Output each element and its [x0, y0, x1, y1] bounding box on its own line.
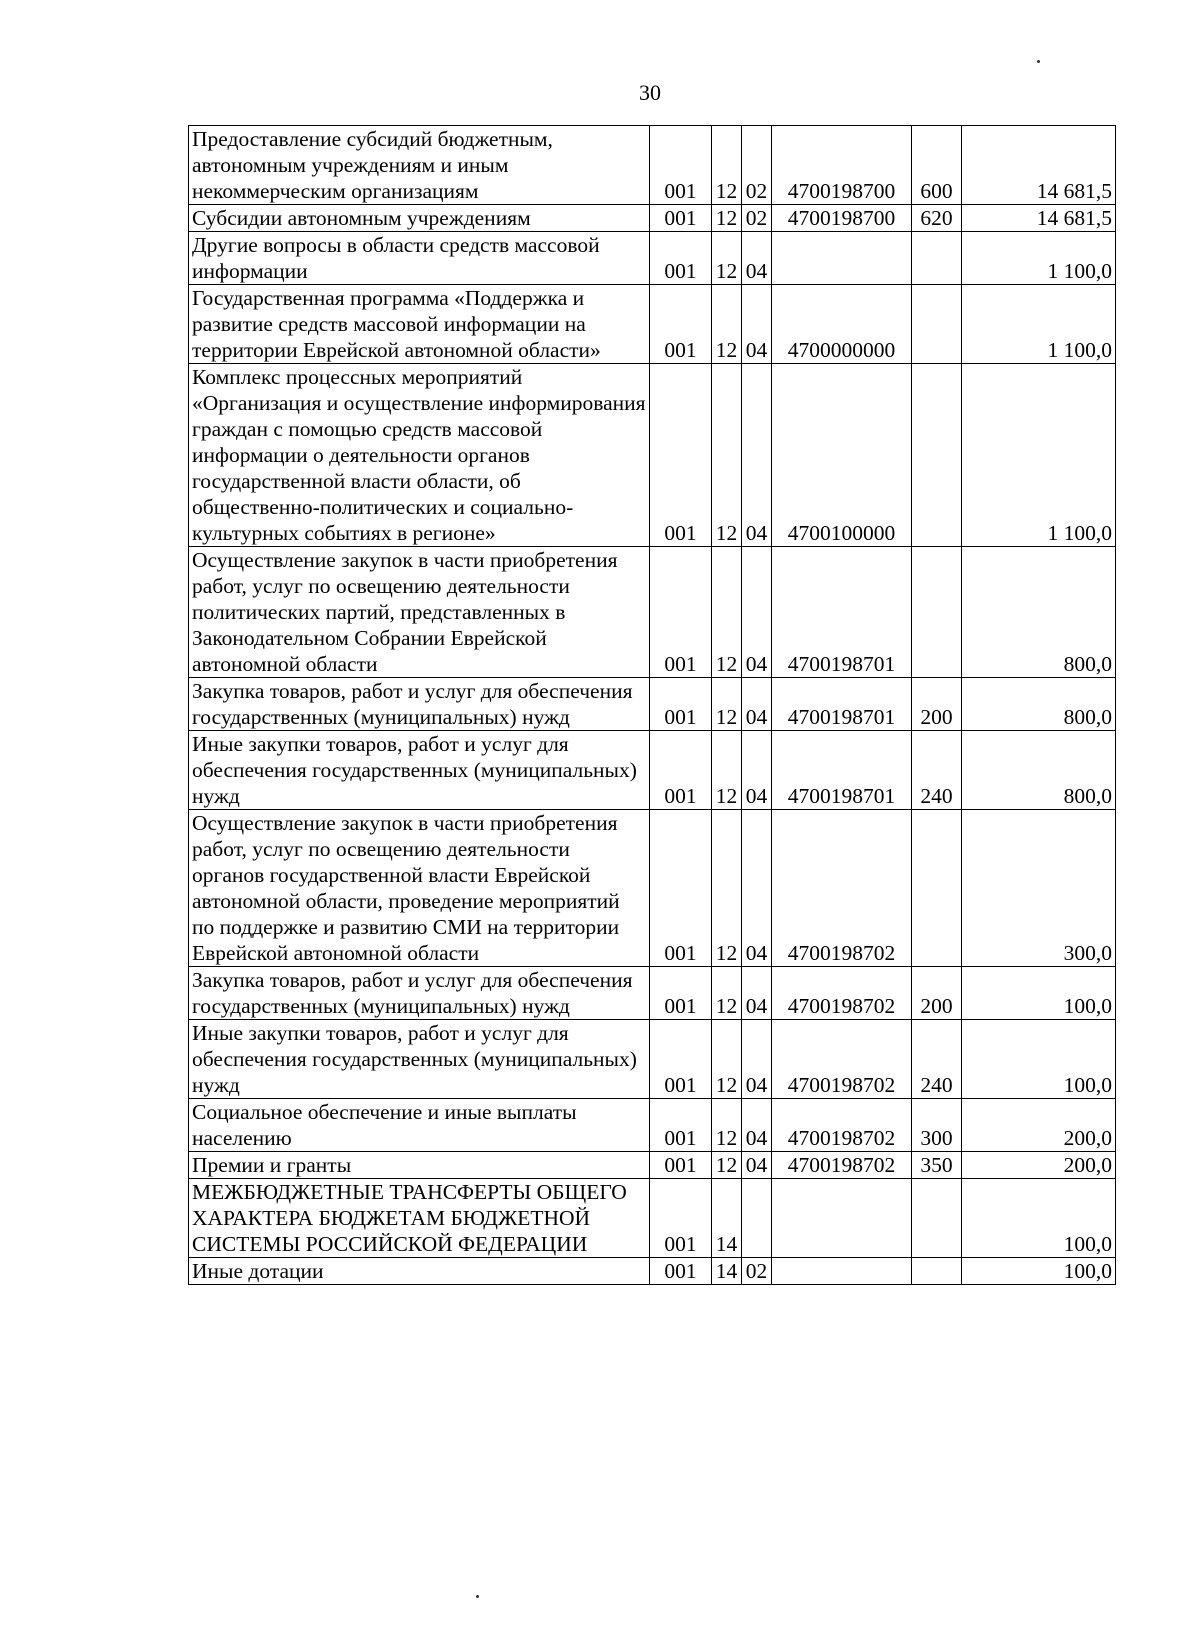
subsection-code: 04 — [742, 232, 772, 285]
scan-speck — [476, 1595, 479, 1598]
subsection-code: 04 — [742, 1020, 772, 1099]
table-row — [189, 1152, 1116, 1179]
section-code: 12 — [712, 1020, 742, 1099]
table-row — [189, 1258, 1116, 1285]
section-code: 12 — [712, 126, 742, 205]
subsection-code: 04 — [742, 967, 772, 1020]
row-name: Премии и гранты — [189, 1152, 650, 1179]
amount: 14 681,5 — [962, 126, 1116, 205]
expense-type-code — [912, 1258, 962, 1285]
table-row — [189, 364, 1116, 547]
target-article-code — [772, 1179, 912, 1258]
amount: 200,0 — [962, 1152, 1116, 1179]
expense-type-code — [912, 547, 962, 678]
row-name: Закупка товаров, работ и услуг для обеспечения государственных (муниципальных) нужд — [189, 678, 650, 731]
ministry-code: 001 — [650, 285, 712, 364]
amount: 800,0 — [962, 678, 1116, 731]
amount: 14 681,5 — [962, 205, 1116, 232]
row-name: Предоставление субсидий бюджетным, автономным учреждениям и иным некоммерческим организациям — [189, 126, 650, 205]
subsection-code: 04 — [742, 285, 772, 364]
section-code: 12 — [712, 678, 742, 731]
section-code: 12 — [712, 810, 742, 967]
expense-type-code: 200 — [912, 967, 962, 1020]
target-article-code: 4700000000 — [772, 285, 912, 364]
amount: 1 100,0 — [962, 364, 1116, 547]
section-code: 12 — [712, 364, 742, 547]
table-row — [189, 678, 1116, 731]
row-name: Осуществление закупок в части приобретения работ, услуг по освещению деятельности органов государственной власти Еврейской автономной области, проведение мероприятий по поддержке и развитию СМИ на территории Еврейской автономной области — [189, 810, 650, 967]
row-name: Закупка товаров, работ и услуг для обеспечения государственных (муниципальных) нужд — [189, 967, 650, 1020]
subsection-code: 04 — [742, 678, 772, 731]
row-name: Субсидии автономным учреждениям — [189, 205, 650, 232]
amount: 100,0 — [962, 1020, 1116, 1099]
target-article-code: 4700100000 — [772, 364, 912, 547]
subsection-code: 04 — [742, 810, 772, 967]
subsection-code — [742, 1179, 772, 1258]
subsection-code: 04 — [742, 731, 772, 810]
target-article-code — [772, 1258, 912, 1285]
ministry-code: 001 — [650, 678, 712, 731]
section-code: 12 — [712, 285, 742, 364]
subsection-code: 04 — [742, 547, 772, 678]
section-code: 12 — [712, 232, 742, 285]
target-article-code: 4700198700 — [772, 126, 912, 205]
target-article-code: 4700198701 — [772, 678, 912, 731]
table-row — [189, 1020, 1116, 1099]
row-name: Другие вопросы в области средств массовой информации — [189, 232, 650, 285]
section-code: 14 — [712, 1258, 742, 1285]
target-article-code — [772, 232, 912, 285]
subsection-code: 04 — [742, 1099, 772, 1152]
ministry-code: 001 — [650, 1099, 712, 1152]
amount: 800,0 — [962, 731, 1116, 810]
row-name: Иные закупки товаров, работ и услуг для обеспечения государственных (муниципальных) нужд — [189, 731, 650, 810]
target-article-code: 4700198702 — [772, 810, 912, 967]
page-number: 30 — [639, 80, 661, 105]
table-row — [189, 731, 1116, 810]
subsection-code: 02 — [742, 1258, 772, 1285]
amount: 800,0 — [962, 547, 1116, 678]
amount: 100,0 — [962, 1258, 1116, 1285]
ministry-code: 001 — [650, 1258, 712, 1285]
target-article-code: 4700198702 — [772, 1099, 912, 1152]
table-row — [189, 126, 1116, 205]
row-name: Социальное обеспечение и иные выплаты населению — [189, 1099, 650, 1152]
target-article-code: 4700198702 — [772, 1152, 912, 1179]
expense-type-code — [912, 232, 962, 285]
table-row — [189, 547, 1116, 678]
subsection-code: 04 — [742, 364, 772, 547]
budget-table — [188, 125, 1116, 1285]
section-code: 12 — [712, 1099, 742, 1152]
ministry-code: 001 — [650, 126, 712, 205]
ministry-code: 001 — [650, 1020, 712, 1099]
expense-type-code — [912, 364, 962, 547]
expense-type-code — [912, 810, 962, 967]
target-article-code: 4700198700 — [772, 205, 912, 232]
amount: 100,0 — [962, 967, 1116, 1020]
row-name: Комплекс процессных мероприятий «Организация и осуществление информирования граждан с помощью средств массовой информации о деятельности органов государственной власти области, об общественно-политических и социально-культурных событиях в регионе» — [189, 364, 650, 547]
subsection-code: 02 — [742, 205, 772, 232]
section-code: 12 — [712, 1152, 742, 1179]
row-name: МЕЖБЮДЖЕТНЫЕ ТРАНСФЕРТЫ ОБЩЕГО ХАРАКТЕРА БЮДЖЕТАМ БЮДЖЕТНОЙ СИСТЕМЫ РОССИЙСКОЙ ФЕДЕРАЦИИ — [189, 1179, 650, 1258]
row-name: Осуществление закупок в части приобретения работ, услуг по освещению деятельности политических партий, представленных в Законодательном Собрании Еврейской автономной области — [189, 547, 650, 678]
expense-type-code: 620 — [912, 205, 962, 232]
table-row — [189, 810, 1116, 967]
section-code: 12 — [712, 547, 742, 678]
ministry-code: 001 — [650, 547, 712, 678]
ministry-code: 001 — [650, 232, 712, 285]
section-code: 12 — [712, 731, 742, 810]
amount: 100,0 — [962, 1179, 1116, 1258]
target-article-code: 4700198702 — [772, 967, 912, 1020]
expense-type-code: 300 — [912, 1099, 962, 1152]
expense-type-code — [912, 285, 962, 364]
table-row — [189, 1099, 1116, 1152]
expense-type-code: 240 — [912, 1020, 962, 1099]
ministry-code: 001 — [650, 205, 712, 232]
table-row — [189, 285, 1116, 364]
row-name: Иные закупки товаров, работ и услуг для обеспечения государственных (муниципальных) нужд — [189, 1020, 650, 1099]
amount: 1 100,0 — [962, 232, 1116, 285]
expense-type-code — [912, 1179, 962, 1258]
expense-type-code: 200 — [912, 678, 962, 731]
amount: 1 100,0 — [962, 285, 1116, 364]
ministry-code: 001 — [650, 810, 712, 967]
scan-speck — [1037, 60, 1040, 63]
ministry-code: 001 — [650, 364, 712, 547]
section-code: 12 — [712, 967, 742, 1020]
table-row — [189, 205, 1116, 232]
target-article-code: 4700198701 — [772, 731, 912, 810]
budget-table-body — [189, 126, 1116, 1285]
ministry-code: 001 — [650, 1152, 712, 1179]
table-row — [189, 967, 1116, 1020]
subsection-code: 02 — [742, 126, 772, 205]
expense-type-code: 350 — [912, 1152, 962, 1179]
expense-type-code: 240 — [912, 731, 962, 810]
amount: 300,0 — [962, 810, 1116, 967]
ministry-code: 001 — [650, 1179, 712, 1258]
target-article-code: 4700198702 — [772, 1020, 912, 1099]
target-article-code: 4700198701 — [772, 547, 912, 678]
row-name: Государственная программа «Поддержка и развитие средств массовой информации на территории Еврейской автономной области» — [189, 285, 650, 364]
amount: 200,0 — [962, 1099, 1116, 1152]
section-code: 14 — [712, 1179, 742, 1258]
expense-type-code: 600 — [912, 126, 962, 205]
table-row — [189, 232, 1116, 285]
ministry-code: 001 — [650, 967, 712, 1020]
row-name: Иные дотации — [189, 1258, 650, 1285]
subsection-code: 04 — [742, 1152, 772, 1179]
section-code: 12 — [712, 205, 742, 232]
ministry-code: 001 — [650, 731, 712, 810]
table-row — [189, 1179, 1116, 1258]
